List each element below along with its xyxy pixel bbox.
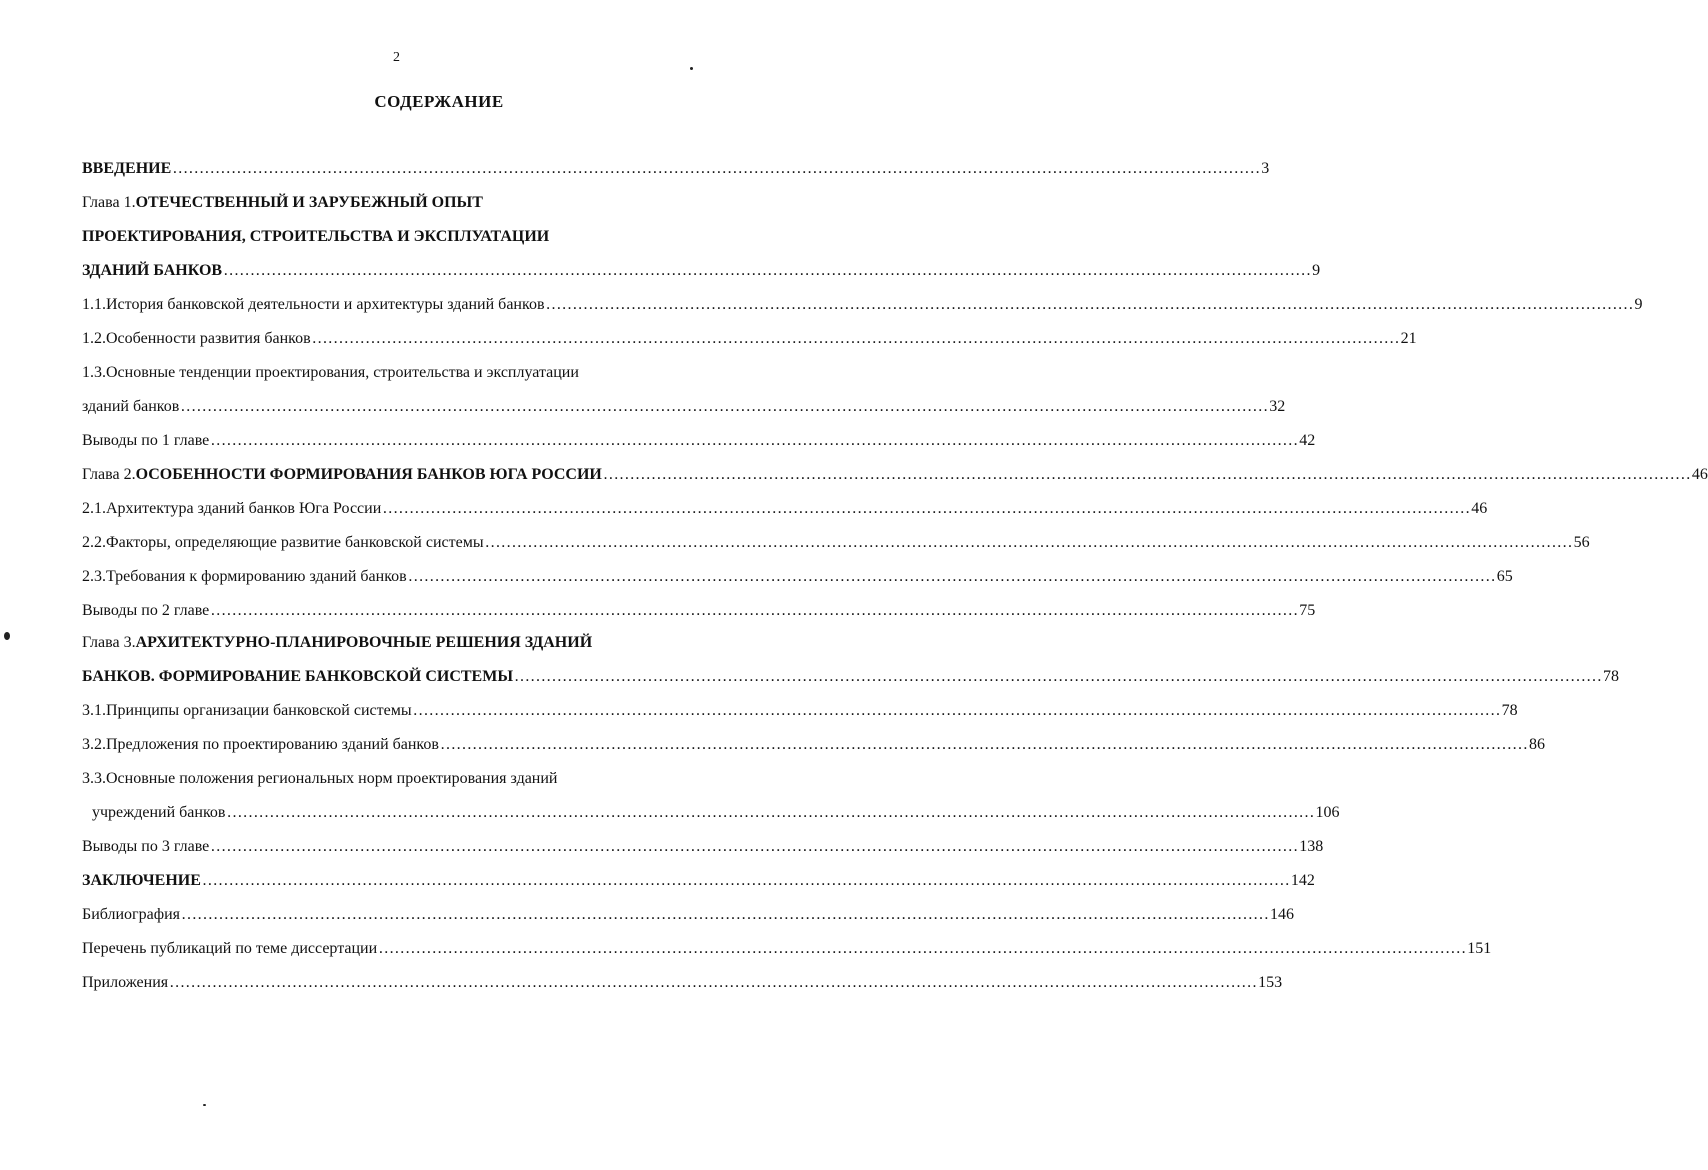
toc-entry-conclusion[interactable] [82, 868, 1315, 894]
toc-entry-1-3[interactable]: 1.3.Основные тенденции проектирования, строительства и эксплуатации [82, 364, 579, 381]
toc-entry-page: 86 [1528, 736, 1545, 753]
toc-entry-label: ВВЕДЕНИЕ [82, 160, 172, 177]
dot-leader: …………………………………………………………………………………………………………………………………………………………………………………… [602, 466, 1691, 483]
toc-entry-chapter-1[interactable] [82, 190, 754, 216]
toc-entry-conclusions-2[interactable] [82, 598, 1316, 624]
toc-entry-2-1[interactable] [82, 496, 1488, 522]
dot-leader: …………………………………………………………………………………………………………………………………………………………………………………… [201, 872, 1290, 889]
toc-entry-label: зданий банков [82, 398, 180, 415]
toc-entry-page: 65 [1496, 568, 1513, 585]
dot-leader: …………………………………………………………………………………………………………………………………………………………………………………… [514, 668, 1603, 685]
dot-leader: …………………………………………………………………………………………………………………………………………………………………………………… [210, 432, 1299, 449]
toc-entry-page: 46 [1691, 466, 1708, 483]
toc-entry-page: 32 [1269, 398, 1286, 415]
toc-entry-label: 3.2.Предложения по проектированию зданий банков [82, 736, 439, 753]
toc-entry-page: 9 [1634, 296, 1643, 313]
toc-entry-page: 138 [1299, 838, 1324, 855]
toc-entry-3-3[interactable]: 3.3.Основные положения региональных норм проектирования зданий [82, 770, 558, 787]
toc-entry-page: 78 [1603, 668, 1620, 685]
toc-entry-page: 9 [1312, 262, 1321, 279]
toc-entry-label: Выводы по 1 главе [82, 432, 210, 449]
toc-entry-label: ОТЕЧЕСТВЕННЫЙ И ЗАРУБЕЖНЫЙ ОПЫТ [135, 194, 483, 211]
toc-entry-chapter-3[interactable] [82, 630, 754, 656]
toc-entry-3-1[interactable] [82, 698, 1518, 724]
toc-entry-2-2[interactable] [82, 530, 1590, 556]
dot-leader: …………………………………………………………………………………………………………………………………………………………………………………… [378, 940, 1467, 957]
toc-entry-label: учреждений банков [92, 804, 226, 821]
toc-entry-chapter-1-cont: ПРОЕКТИРОВАНИЯ, СТРОИТЕЛЬСТВА И ЭКСПЛУАТАЦИИ [82, 228, 550, 245]
dot-leader: …………………………………………………………………………………………………………………………………………………………………………………… [223, 262, 1312, 279]
chapter-prefix: Глава 3. [82, 634, 136, 651]
toc-entry-label: ОСОБЕННОСТИ ФОРМИРОВАНИЯ БАНКОВ ЮГА РОССИИ [135, 466, 602, 483]
toc-entry-label: АРХИТЕКТУРНО-ПЛАНИРОВОЧНЫЕ РЕШЕНИЯ ЗДАНИЙ [135, 634, 593, 651]
toc-entry-chapter-2[interactable] [82, 462, 1708, 488]
toc-entry-appendices[interactable] [82, 970, 1283, 996]
dot-leader: …………………………………………………………………………………………………………………………………………………………………………………… [407, 568, 1496, 585]
toc-entry-conclusions-1[interactable] [82, 428, 1316, 454]
toc-entry-2-3[interactable] [82, 564, 1513, 590]
toc-entry-label: Библиография [82, 906, 180, 923]
dot-leader: …………………………………………………………………………………………………………………………………………………………………………………… [311, 330, 1400, 347]
toc-entry-label: 1.1.История банковской деятельности и архитектуры зданий банков [82, 296, 545, 313]
toc-entry-page: 56 [1573, 534, 1590, 551]
toc-entry-label: ЗДАНИЙ БАНКОВ [82, 262, 223, 279]
toc-entry-label: ЗАКЛЮЧЕНИЕ [82, 872, 201, 889]
toc-entry-label: 3.1.Принципы организации банковской системы [82, 702, 412, 719]
toc-entry-bibliography[interactable] [82, 902, 1294, 928]
dot-leader: …………………………………………………………………………………………………………………………………………………………………………………… [545, 296, 1634, 313]
page-title: СОДЕРЖАНИЕ [374, 92, 504, 111]
toc-entry-page: 153 [1258, 974, 1283, 991]
toc-entry-label: Выводы по 2 главе [82, 602, 210, 619]
toc-entry-label: 2.3.Требования к формированию зданий банков [82, 568, 407, 585]
toc-entry-label: БАНКОВ. ФОРМИРОВАНИЕ БАНКОВСКОЙ СИСТЕМЫ [82, 668, 514, 685]
dot-leader: …………………………………………………………………………………………………………………………………………………………………………………… [180, 398, 1269, 415]
toc-entry-conclusions-3[interactable] [82, 834, 1324, 860]
toc-entry-label: 2.1.Архитектура зданий банков Юга России [82, 500, 382, 517]
dot-leader: …………………………………………………………………………………………………………………………………………………………………………………… [172, 160, 1261, 177]
toc-entry-label: Приложения [82, 974, 169, 991]
dot-leader: …………………………………………………………………………………………………………………………………………………………………………………… [382, 500, 1471, 517]
toc-entry-1-3-end[interactable] [82, 394, 1286, 420]
toc-entry-chapter-3-end[interactable] [82, 664, 1620, 690]
toc-entry-page: 142 [1290, 872, 1315, 889]
toc-entry-label: Перечень публикаций по теме диссертации [82, 940, 378, 957]
toc-entry-introduction[interactable] [82, 156, 1270, 182]
toc-entry-3-3-end[interactable] [82, 800, 1340, 826]
toc-entry-page: 151 [1467, 940, 1492, 957]
toc-entry-page: 21 [1400, 330, 1417, 347]
dot-leader: …………………………………………………………………………………………………………………………………………………………………………………… [169, 974, 1258, 991]
dot-leader: …………………………………………………………………………………………………………………………………………………………………………………… [210, 602, 1299, 619]
dot-leader: …………………………………………………………………………………………………………………………………………………………………………………… [484, 534, 1573, 551]
toc-entry-label: Выводы по 3 главе [82, 838, 210, 855]
toc-entry-page: 3 [1261, 160, 1270, 177]
toc-entry-page: 78 [1501, 702, 1518, 719]
dot-leader: …………………………………………………………………………………………………………………………………………………………………………………… [412, 702, 1501, 719]
dot-leader: …………………………………………………………………………………………………………………………………………………………………………………… [439, 736, 1528, 753]
scan-speck [4, 632, 10, 640]
toc-entry-page: 106 [1315, 804, 1340, 821]
toc-entry-page: 42 [1299, 432, 1316, 449]
toc-entry-page: 46 [1471, 500, 1488, 517]
toc-entry-page: 146 [1270, 906, 1294, 923]
toc-entry-1-1[interactable] [82, 292, 1643, 318]
scan-speck [203, 1104, 206, 1106]
chapter-prefix: Глава 2. [82, 466, 136, 483]
toc-entry-label: 2.2.Факторы, определяющие развитие банковской системы [82, 534, 484, 551]
toc-entry-label: 1.2.Особенности развития банков [82, 330, 311, 347]
toc-entry-page: 75 [1299, 602, 1316, 619]
toc-entry-chapter-1-end[interactable] [82, 258, 1321, 284]
page-number: 2 [393, 50, 400, 65]
dot-leader: …………………………………………………………………………………………………………………………………………………………………………………… [210, 838, 1299, 855]
toc-entry-1-2[interactable] [82, 326, 1417, 352]
scan-speck [690, 67, 693, 70]
dot-leader: …………………………………………………………………………………………………………………………………………………………………………………… [181, 906, 1269, 923]
chapter-prefix: Глава 1. [82, 194, 136, 211]
toc-entry-3-2[interactable] [82, 732, 1545, 758]
dot-leader: …………………………………………………………………………………………………………………………………………………………………………………… [226, 804, 1315, 821]
toc-entry-publications[interactable] [82, 936, 1492, 962]
